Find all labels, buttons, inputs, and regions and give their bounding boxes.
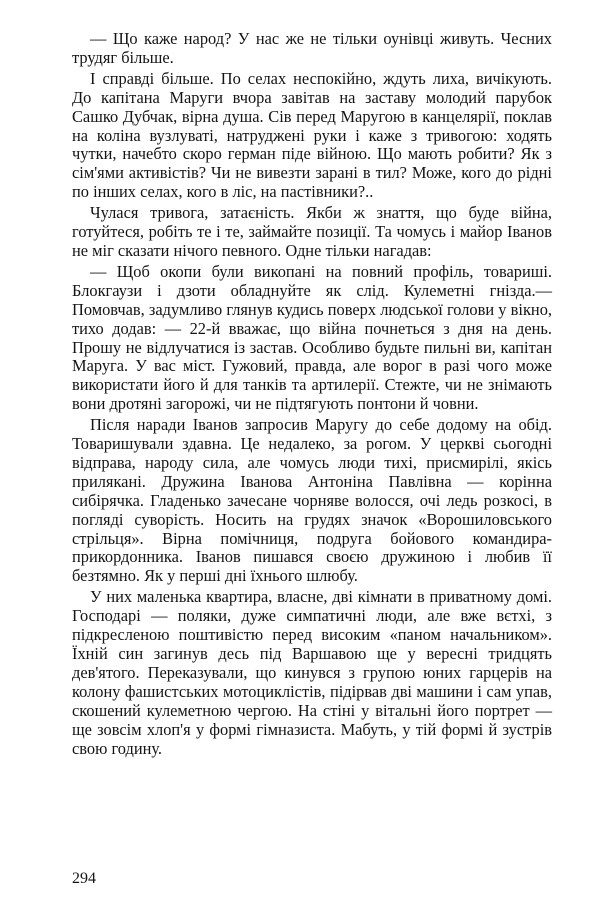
paragraph: Після наради Іванов запросив Маругу до себе додому на обід. Товаришували здавна. Це недалеко, за рогом. У церкві сьогодні відправа, народу сила, але чомусь люди тихі, присмирілі, якісь прилякані. Дружина Іванова Антоніна Павлівна — корінна сибірячка. Гладенько зачесане чорняве волосся, очі ледь розкосі, в погляді суворість. Носить на грудях значок «Ворошиловського стрільця». Вірна помічниця, подруга бойового командира-прикордонника. Іванов пишався своєю дружиною і любив її безтямно. Як у перші дні їхнього шлюбу. (72, 415, 552, 586)
paragraph: І справді більше. По селах неспокійно, ждуть лиха, вичікують. До капітана Маруги вчора завітав на заставу молодий парубок Сашко Дубчак, вірна душа. Сів перед Маругою в канцелярії, поклав на коліна вузлуваті, натруджені руки і каже з тривогою: ходять чутки, начебто скоро герман піде війною. Що мають робити? Як з сім'ями активістів? Чи не вивезти зарані в тил? Може, кого до рідні по інших селах, кого в ліс, на пастівники?.. (72, 68, 552, 202)
paragraph: — Щоб окопи були викопані на повний профіль, товариші. Блокгаузи і дзоти обладнуйте як слід. Кулеметні гнізда.— Помовчав, задумливо глянув кудись поверх людської голови у вікно, тихо додав: — 22-й вважає, що війна почнеться з дня на день. Прошу не відлучатися із застав. Особливо будьте пильні ви, капітан Маруга. У вас міст. Гужовий, правда, але ворог в разі чого може використати його й для танків та артилерії. Стежте, чи не знімають вони дротяні загорожі, чи не підтягують понтони й човни. (72, 261, 552, 414)
paragraph: У них маленька квартира, власне, дві кімнати в приватному домі. Господарі — поляки, дуже симпатичні люди, але вже вєтхі, з підкресленою поштивістю перед високим «паном начальником». Їхній син загинув десь під Варшавою ще у вересні тридцять дев'ятого. Переказували, що кинувся з групою юних гарцерів на колону фашистських мотоциклістів, підірвав дві машини і сам упав, скошений кулеметною чергою. На стіні у вітальні його портрет — ще зовсім хлоп'я у формі гімназиста. Мабуть, у тій формі й зустрів свою годину. (72, 587, 552, 758)
page-number: 294 (72, 870, 96, 887)
page-body (72, 30, 552, 758)
paragraph: Чулася тривога, затаєність. Якби ж знаття, що буде війна, готуйтеся, робіть те і те, займайте позиції. Та чомусь і майор Іванов не міг сказати нічого певного. Одне тільки нагадав: (72, 203, 552, 260)
paragraph: — Що каже народ? У нас же не тільки оунівці живуть. Чесних трудяг більше. (72, 29, 552, 67)
